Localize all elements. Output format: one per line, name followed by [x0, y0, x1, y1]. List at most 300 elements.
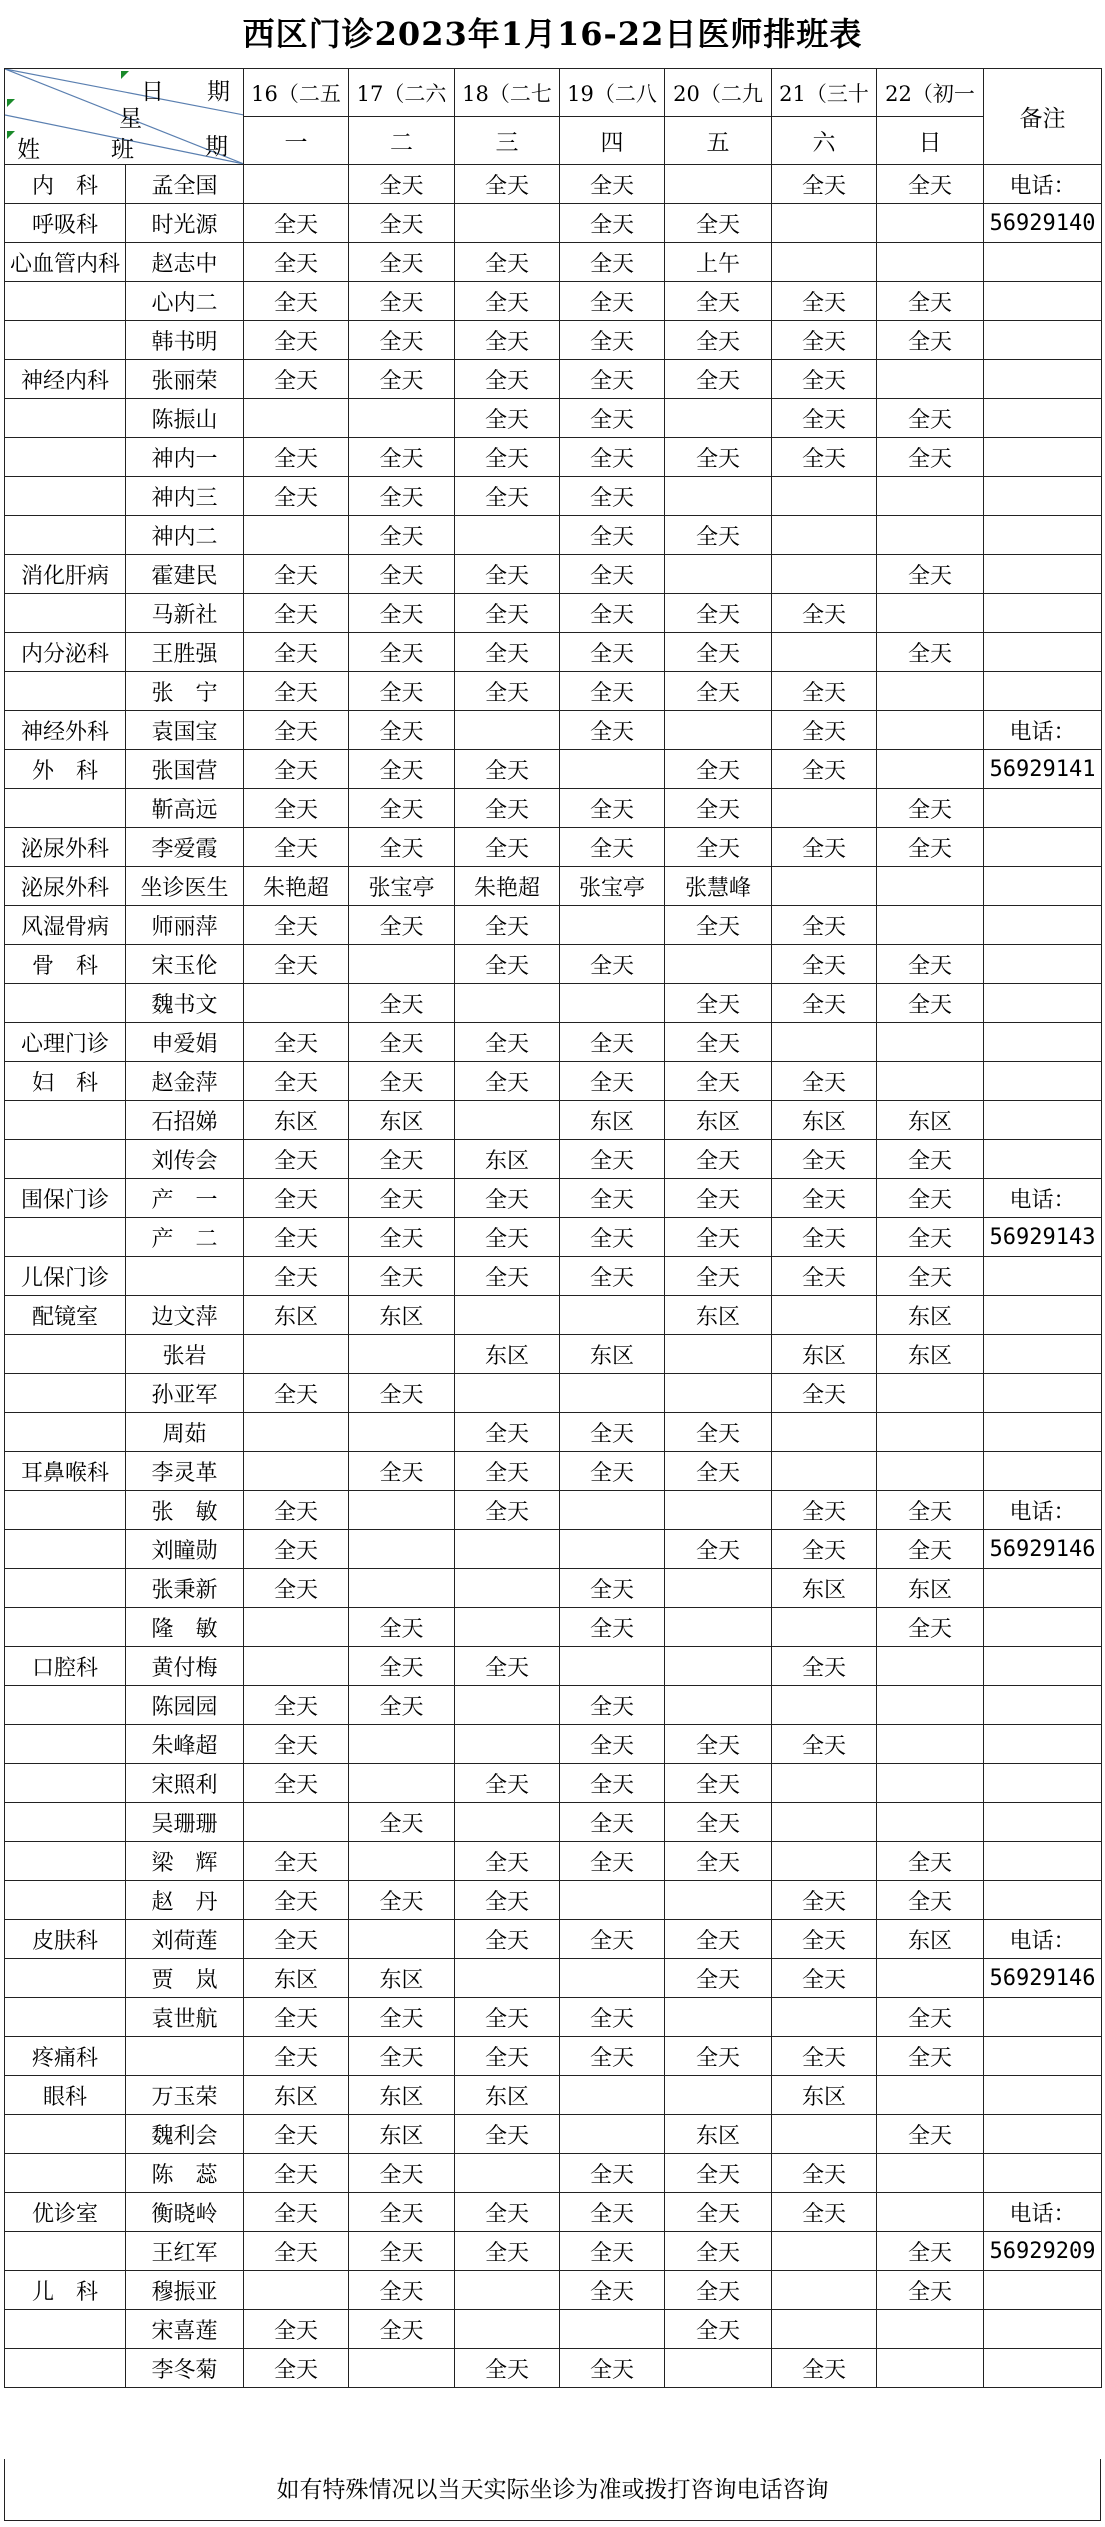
shift-cell: 全天: [244, 1023, 349, 1062]
shift-cell: [455, 984, 560, 1023]
doctor-name-cell: 边文萍: [126, 1296, 244, 1335]
shift-cell: 东区: [349, 1101, 455, 1140]
doctor-name-cell: 坐诊医生: [126, 867, 244, 906]
shift-cell: 全天: [349, 477, 455, 516]
shift-cell: 全天: [772, 828, 877, 867]
shift-cell: 全天: [877, 984, 984, 1023]
shift-cell: 全天: [665, 750, 772, 789]
department-cell: 儿 科: [5, 2271, 126, 2310]
shift-cell: [560, 984, 665, 1023]
shift-cell: [877, 1686, 984, 1725]
shift-cell: 全天: [560, 945, 665, 984]
shift-cell: 全天: [349, 555, 455, 594]
department-cell: [5, 2349, 126, 2388]
shift-cell: 全天: [560, 243, 665, 282]
shift-cell: 全天: [349, 1179, 455, 1218]
shift-cell: 全天: [665, 1920, 772, 1959]
shift-cell: 东区: [455, 1335, 560, 1374]
department-cell: 内分泌科: [5, 633, 126, 672]
shift-cell: 全天: [455, 438, 560, 477]
shift-cell: 全天: [455, 1920, 560, 1959]
shift-cell: 全天: [455, 321, 560, 360]
shift-cell: 全天: [877, 1998, 984, 2037]
shift-cell: 全天: [244, 2349, 349, 2388]
doctor-name-cell: 宋喜莲: [126, 2310, 244, 2349]
shift-cell: [877, 2154, 984, 2193]
doctor-name-cell: 黄付梅: [126, 1647, 244, 1686]
department-cell: 儿保门诊: [5, 1257, 126, 1296]
table-row: [5, 438, 1102, 477]
department-cell: 疼痛科: [5, 2037, 126, 2076]
shift-cell: [244, 399, 349, 438]
shift-cell: 东区: [772, 1335, 877, 1374]
table-row: [5, 1218, 1102, 1257]
shift-cell: 全天: [560, 321, 665, 360]
shift-cell: [877, 1413, 984, 1452]
shift-cell: 全天: [665, 1257, 772, 1296]
shift-cell: [772, 516, 877, 555]
shift-cell: 全天: [349, 1686, 455, 1725]
table-row: [5, 1530, 1102, 1569]
remark-cell: [984, 828, 1102, 867]
shift-cell: 全天: [349, 1647, 455, 1686]
shift-cell: [877, 1725, 984, 1764]
shift-cell: [877, 1959, 984, 1998]
table-row: [5, 477, 1102, 516]
shift-cell: 全天: [560, 2349, 665, 2388]
shift-cell: [560, 1374, 665, 1413]
shift-cell: 全天: [455, 2349, 560, 2388]
shift-cell: [772, 243, 877, 282]
shift-cell: [455, 1725, 560, 1764]
shift-cell: 全天: [877, 1842, 984, 1881]
shift-cell: 全天: [560, 1842, 665, 1881]
department-cell: [5, 1569, 126, 1608]
shift-cell: 全天: [665, 438, 772, 477]
shift-cell: 全天: [772, 2193, 877, 2232]
table-row: [5, 243, 1102, 282]
table-row: [5, 1647, 1102, 1686]
doctor-name-cell: 穆振亚: [126, 2271, 244, 2310]
shift-cell: 东区: [349, 1296, 455, 1335]
remark-cell: [984, 906, 1102, 945]
shift-cell: 全天: [244, 2232, 349, 2271]
shift-cell: [772, 2271, 877, 2310]
doctor-name-cell: 孙亚军: [126, 1374, 244, 1413]
shift-cell: 东区: [244, 1296, 349, 1335]
shift-cell: [455, 1374, 560, 1413]
remark-cell: [984, 984, 1102, 1023]
department-cell: [5, 1374, 126, 1413]
shift-cell: 全天: [877, 438, 984, 477]
date-header-cell: 20（二九: [665, 69, 772, 117]
doctor-name-cell: 王胜强: [126, 633, 244, 672]
shift-cell: 全天: [349, 2271, 455, 2310]
shift-cell: [665, 477, 772, 516]
department-cell: [5, 1881, 126, 1920]
doctor-name-cell: 师丽萍: [126, 906, 244, 945]
remarks-header-cell: 备注: [984, 69, 1102, 165]
remark-cell: [984, 399, 1102, 438]
shift-cell: 全天: [349, 1803, 455, 1842]
shift-cell: 全天: [349, 633, 455, 672]
shift-cell: 全天: [665, 1530, 772, 1569]
shift-cell: 全天: [665, 204, 772, 243]
shift-cell: 全天: [877, 282, 984, 321]
doctor-name-cell: 产 一: [126, 1179, 244, 1218]
shift-cell: 张宝亭: [560, 867, 665, 906]
shift-cell: 全天: [560, 1257, 665, 1296]
footer-note: 如有特殊情况以当天实际坐诊为准或拨打咨询电话咨询: [4, 2459, 1101, 2521]
shift-cell: 全天: [560, 1920, 665, 1959]
shift-cell: [455, 1569, 560, 1608]
shift-cell: 全天: [560, 1803, 665, 1842]
table-row: [5, 984, 1102, 1023]
shift-cell: [560, 1491, 665, 1530]
doctor-name-cell: [126, 2037, 244, 2076]
shift-cell: 全天: [560, 2271, 665, 2310]
remark-cell: [984, 477, 1102, 516]
shift-cell: [349, 1842, 455, 1881]
shift-cell: 全天: [665, 360, 772, 399]
shift-cell: [665, 1647, 772, 1686]
department-cell: [5, 1140, 126, 1179]
shift-cell: 全天: [877, 1530, 984, 1569]
shift-cell: 全天: [244, 1179, 349, 1218]
shift-cell: 全天: [772, 165, 877, 204]
shift-cell: [772, 204, 877, 243]
shift-cell: 全天: [560, 2154, 665, 2193]
department-cell: [5, 1686, 126, 1725]
table-row: [5, 1491, 1102, 1530]
shift-cell: 全天: [877, 165, 984, 204]
doctor-name-cell: 李冬菊: [126, 2349, 244, 2388]
department-cell: [5, 1842, 126, 1881]
shift-cell: 东区: [665, 1101, 772, 1140]
shift-cell: [349, 1335, 455, 1374]
doctor-name-cell: 张岩: [126, 1335, 244, 1374]
remark-cell: [984, 360, 1102, 399]
shift-cell: 全天: [244, 672, 349, 711]
department-cell: [5, 2232, 126, 2271]
table-row: [5, 516, 1102, 555]
shift-cell: 全天: [244, 360, 349, 399]
table-row: [5, 1296, 1102, 1335]
doctor-name-cell: 石招娣: [126, 1101, 244, 1140]
shift-cell: 全天: [560, 1140, 665, 1179]
corner-label-week-1: 星: [119, 106, 142, 132]
shift-cell: [877, 1764, 984, 1803]
department-cell: [5, 321, 126, 360]
date-header-cell: 21（三十: [772, 69, 877, 117]
shift-cell: 全天: [244, 1725, 349, 1764]
shift-cell: 东区: [560, 1101, 665, 1140]
shift-cell: 全天: [665, 1803, 772, 1842]
shift-cell: [244, 1647, 349, 1686]
shift-cell: [665, 1998, 772, 2037]
shift-cell: 全天: [244, 1491, 349, 1530]
shift-cell: [455, 711, 560, 750]
shift-cell: [244, 1452, 349, 1491]
shift-cell: 全天: [455, 1179, 560, 1218]
shift-cell: 全天: [349, 828, 455, 867]
shift-cell: 全天: [772, 1257, 877, 1296]
date-header-cell: 18（二七: [455, 69, 560, 117]
shift-cell: [244, 1608, 349, 1647]
shift-cell: [665, 2349, 772, 2388]
shift-cell: [560, 1959, 665, 1998]
remark-cell: [984, 789, 1102, 828]
cell-marker-icon: [7, 99, 15, 107]
shift-cell: 全天: [560, 282, 665, 321]
shift-cell: 全天: [455, 945, 560, 984]
shift-cell: 全天: [455, 555, 560, 594]
shift-cell: [349, 945, 455, 984]
table-row: [5, 555, 1102, 594]
shift-cell: [772, 1413, 877, 1452]
shift-cell: 全天: [455, 1998, 560, 2037]
table-row: [5, 867, 1102, 906]
shift-cell: 全天: [560, 1413, 665, 1452]
shift-cell: 全天: [560, 1569, 665, 1608]
table-row: [5, 945, 1102, 984]
shift-cell: [877, 1452, 984, 1491]
table-row: [5, 2193, 1102, 2232]
shift-cell: [560, 1296, 665, 1335]
shift-cell: [665, 2076, 772, 2115]
remark-cell: 56929141: [984, 750, 1102, 789]
table-row: [5, 828, 1102, 867]
department-cell: 消化肝病: [5, 555, 126, 594]
shift-cell: 东区: [772, 1569, 877, 1608]
shift-cell: 全天: [665, 1725, 772, 1764]
shift-cell: [349, 1764, 455, 1803]
remark-cell: [984, 1296, 1102, 1335]
remark-cell: 电话：: [984, 1920, 1102, 1959]
shift-cell: 全天: [772, 1374, 877, 1413]
doctor-name-cell: 王红军: [126, 2232, 244, 2271]
table-row: [5, 2349, 1102, 2388]
department-cell: 皮肤科: [5, 1920, 126, 1959]
shift-cell: [665, 711, 772, 750]
shift-cell: 东区: [877, 1920, 984, 1959]
shift-cell: 全天: [665, 594, 772, 633]
shift-cell: 全天: [877, 555, 984, 594]
doctor-name-cell: 刘瞳勋: [126, 1530, 244, 1569]
remark-cell: [984, 1803, 1102, 1842]
shift-cell: 全天: [349, 984, 455, 1023]
shift-cell: 全天: [560, 594, 665, 633]
shift-cell: 东区: [772, 2076, 877, 2115]
shift-cell: 全天: [244, 1920, 349, 1959]
doctor-name-cell: 霍建民: [126, 555, 244, 594]
shift-cell: 全天: [772, 1140, 877, 1179]
shift-cell: 全天: [455, 789, 560, 828]
remark-cell: [984, 945, 1102, 984]
shift-cell: 全天: [455, 1413, 560, 1452]
shift-cell: [455, 2154, 560, 2193]
shift-cell: [349, 1725, 455, 1764]
remark-cell: [984, 1686, 1102, 1725]
table-row: [5, 1920, 1102, 1959]
shift-cell: 东区: [877, 1335, 984, 1374]
cell-marker-icon: [7, 131, 15, 139]
shift-cell: [349, 2349, 455, 2388]
shift-cell: 东区: [665, 2115, 772, 2154]
doctor-name-cell: 张国营: [126, 750, 244, 789]
remark-cell: [984, 243, 1102, 282]
shift-cell: [455, 516, 560, 555]
shift-cell: 全天: [665, 984, 772, 1023]
shift-cell: 全天: [560, 204, 665, 243]
shift-cell: [244, 516, 349, 555]
shift-cell: 全天: [772, 1179, 877, 1218]
shift-cell: 全天: [455, 1842, 560, 1881]
department-cell: 心血管内科: [5, 243, 126, 282]
remark-cell: [984, 867, 1102, 906]
weekday-header-cell: 一: [244, 117, 349, 165]
shift-cell: 全天: [877, 1140, 984, 1179]
shift-cell: 全天: [665, 906, 772, 945]
shift-cell: [877, 2349, 984, 2388]
shift-cell: 全天: [560, 633, 665, 672]
shift-cell: 全天: [665, 1023, 772, 1062]
department-cell: [5, 399, 126, 438]
shift-cell: 全天: [455, 2193, 560, 2232]
shift-cell: 全天: [244, 2154, 349, 2193]
shift-cell: 全天: [349, 1062, 455, 1101]
shift-cell: 全天: [244, 711, 349, 750]
table-row: [5, 1452, 1102, 1491]
shift-cell: [877, 360, 984, 399]
shift-cell: 全天: [455, 672, 560, 711]
table-row: [5, 750, 1102, 789]
shift-cell: 全天: [244, 204, 349, 243]
shift-cell: 全天: [560, 1608, 665, 1647]
table-row: [5, 1569, 1102, 1608]
shift-cell: [244, 2271, 349, 2310]
shift-cell: 全天: [455, 1881, 560, 1920]
date-header-cell: 16（二五: [244, 69, 349, 117]
cell-marker-icon: [121, 71, 129, 79]
shift-cell: 全天: [455, 1764, 560, 1803]
shift-cell: 全天: [772, 1062, 877, 1101]
table-row: [5, 2115, 1102, 2154]
table-row: [5, 2232, 1102, 2271]
doctor-name-cell: 魏利会: [126, 2115, 244, 2154]
shift-cell: [877, 1062, 984, 1101]
department-cell: 骨 科: [5, 945, 126, 984]
shift-cell: 全天: [349, 204, 455, 243]
shift-cell: [772, 1998, 877, 2037]
doctor-name-cell: 神内二: [126, 516, 244, 555]
weekday-header-cell: 二: [349, 117, 455, 165]
shift-cell: 东区: [877, 1101, 984, 1140]
doctor-name-cell: 魏书文: [126, 984, 244, 1023]
shift-cell: 全天: [560, 165, 665, 204]
shift-cell: 全天: [455, 906, 560, 945]
shift-cell: 上午: [665, 243, 772, 282]
shift-cell: 全天: [665, 633, 772, 672]
shift-cell: 全天: [560, 1062, 665, 1101]
shift-cell: 全天: [455, 1491, 560, 1530]
shift-cell: [877, 750, 984, 789]
doctor-name-cell: 陈 蕊: [126, 2154, 244, 2193]
shift-cell: 全天: [244, 2193, 349, 2232]
department-cell: 泌尿外科: [5, 828, 126, 867]
department-cell: 内 科: [5, 165, 126, 204]
doctor-name-cell: 陈振山: [126, 399, 244, 438]
shift-cell: 东区: [349, 2115, 455, 2154]
department-cell: 风湿骨病: [5, 906, 126, 945]
shift-cell: 全天: [560, 1764, 665, 1803]
shift-cell: [244, 1413, 349, 1452]
shift-cell: 全天: [560, 1725, 665, 1764]
remark-cell: [984, 1374, 1102, 1413]
remark-cell: 电话：: [984, 165, 1102, 204]
shift-cell: 全天: [665, 672, 772, 711]
shift-cell: 全天: [772, 711, 877, 750]
table-row: [5, 1842, 1102, 1881]
table-row: [5, 1140, 1102, 1179]
shift-cell: 全天: [877, 633, 984, 672]
remark-cell: 56929143: [984, 1218, 1102, 1257]
shift-cell: [560, 1881, 665, 1920]
department-cell: [5, 1764, 126, 1803]
table-row: [5, 1179, 1102, 1218]
department-cell: 神经外科: [5, 711, 126, 750]
shift-cell: [772, 633, 877, 672]
table-row: [5, 594, 1102, 633]
table-row: [5, 1959, 1102, 1998]
corner-label-date-2: 期: [207, 79, 230, 105]
shift-cell: 全天: [560, 360, 665, 399]
shift-cell: 全天: [772, 1530, 877, 1569]
shift-cell: [877, 243, 984, 282]
shift-cell: 全天: [244, 555, 349, 594]
shift-cell: 全天: [877, 2037, 984, 2076]
table-row: [5, 2076, 1102, 2115]
shift-cell: 全天: [665, 2037, 772, 2076]
shift-cell: 全天: [349, 2232, 455, 2271]
shift-cell: [665, 1335, 772, 1374]
shift-cell: [455, 204, 560, 243]
shift-cell: 全天: [349, 2154, 455, 2193]
remark-cell: [984, 1842, 1102, 1881]
remark-cell: [984, 2349, 1102, 2388]
shift-cell: 全天: [244, 2037, 349, 2076]
shift-cell: 全天: [560, 555, 665, 594]
shift-cell: 全天: [772, 1881, 877, 1920]
doctor-name-cell: 神内三: [126, 477, 244, 516]
shift-cell: [560, 2310, 665, 2349]
doctor-name-cell: 刘荷莲: [126, 1920, 244, 1959]
department-cell: [5, 282, 126, 321]
shift-cell: 全天: [560, 711, 665, 750]
shift-cell: 全天: [560, 438, 665, 477]
shift-cell: 全天: [349, 282, 455, 321]
shift-cell: 全天: [349, 438, 455, 477]
department-cell: 妇 科: [5, 1062, 126, 1101]
table-row: [5, 1725, 1102, 1764]
date-header-cell: 22（初一: [877, 69, 984, 117]
remark-cell: [984, 1881, 1102, 1920]
shift-cell: 全天: [349, 360, 455, 399]
shift-cell: [455, 1101, 560, 1140]
shift-cell: 全天: [244, 1686, 349, 1725]
shift-cell: 全天: [349, 2037, 455, 2076]
shift-cell: 全天: [244, 282, 349, 321]
